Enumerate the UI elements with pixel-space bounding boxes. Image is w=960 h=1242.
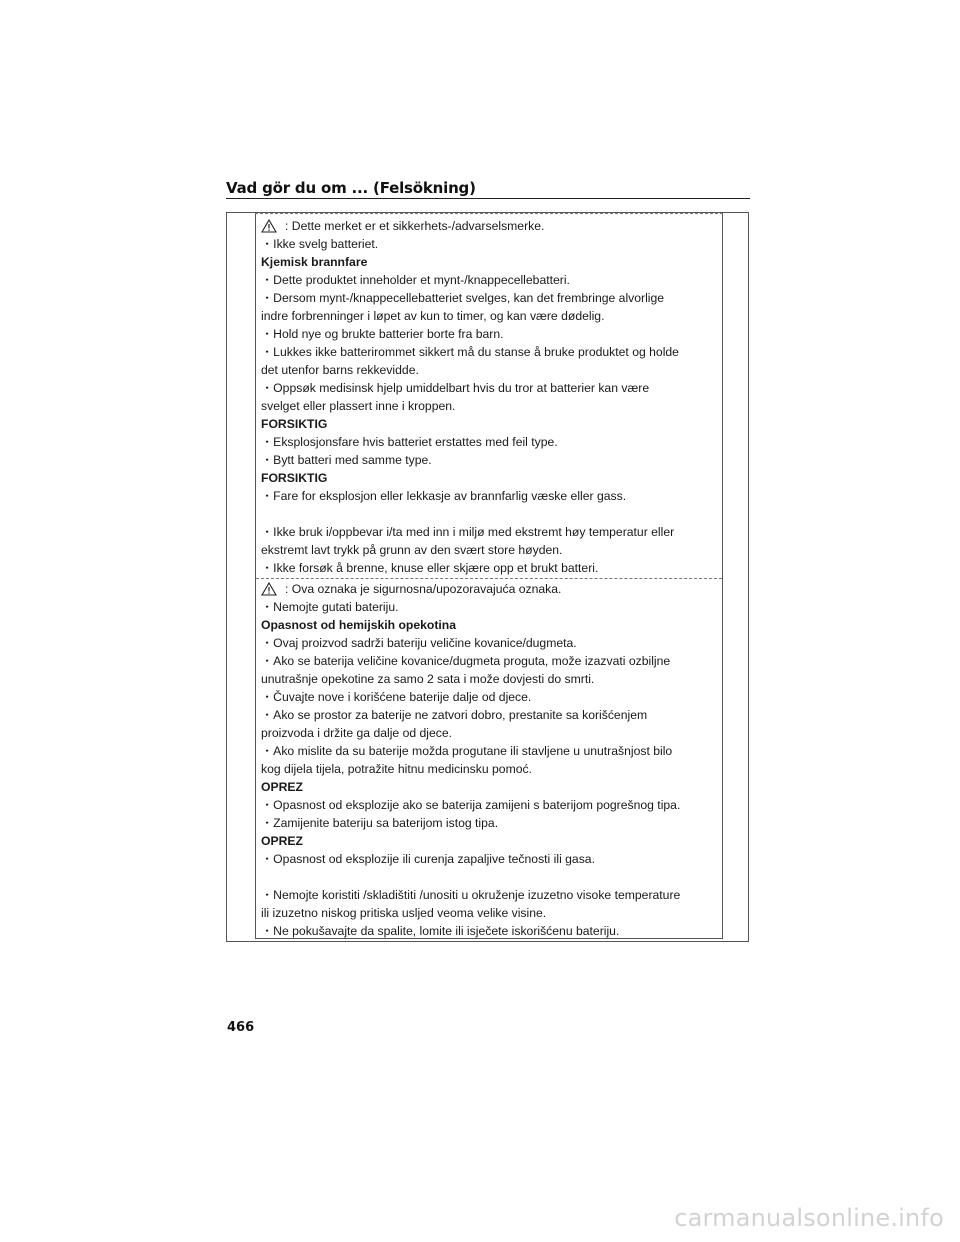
text-line: ・Opasnost od eksplozije ako se baterija zamijeni s baterijom pogrešnog tipa. [261, 798, 681, 812]
text-line: ・Lukkes ikke batterirommet sikkert må du stanse å bruke produktet og holde [261, 345, 679, 359]
text-line: ・Dersom mynt-/knappecellebatteriet svelges, kan det frembringe alvorlige [261, 291, 665, 305]
text-line: det utenfor barns rekkevidde. [261, 363, 419, 377]
text-line: ・Nemojte gutati bateriju. [261, 600, 399, 614]
header-divider [226, 198, 750, 199]
text-line: ・Ako se baterija veličine kovanice/dugmeta proguta, može izazvati ozbiljne [261, 654, 671, 668]
section-heading-line [261, 217, 722, 235]
text-line: ・Nemojte koristiti /skladištiti /unositi u okruženje izuzetno visoke temperature [261, 888, 681, 902]
text-line: ・Dette produktet inneholder et mynt-/knappecellebatteri. [261, 273, 570, 287]
text-line: ・Ikke svelg batteriet. [261, 237, 379, 251]
section-heading: Kjemisk brannfare [261, 255, 368, 269]
text-lines-croatian [261, 598, 722, 940]
warning-section-croatian [256, 578, 722, 940]
text-line: ・Fare for eksplosjon eller lekkasje av brannfarlig væske eller gass. [261, 489, 627, 503]
text-line: ・Oppsøk medisinsk hjelp umiddelbart hvis du tror at batterier kan være [261, 381, 650, 395]
text-line: ・Ne pokušavajte da spalite, lomite ili isječete iskorišćenu bateriju. [261, 924, 620, 938]
text-line: ・Bytt batteri med samme type. [261, 453, 432, 467]
text-line: ・Hold nye og brukte batterier borte fra barn. [261, 327, 504, 341]
section-heading: FORSIKTIG [261, 417, 328, 431]
text-line: kog dijela tijela, potražite hitnu medicinsku pomoć. [261, 762, 532, 776]
text-line: ・Eksplosjonsfare hvis batteriet erstattes med feil type. [261, 435, 558, 449]
section-heading-line [261, 580, 722, 598]
warning-triangle-icon [261, 219, 277, 233]
page-number: 466 [227, 1020, 255, 1035]
text-line: ・Ovaj proizvod sadrži bateriju veličine kovanice/dugmeta. [261, 636, 577, 650]
section-heading: FORSIKTIG [261, 471, 328, 485]
warning-section-norwegian [256, 217, 722, 577]
text-line: indre forbrenninger i løpet av kun to timer, og kan være dødelig. [261, 309, 605, 323]
watermark: carmanualsonline.info [674, 1204, 944, 1232]
text-line: ・Ako mislite da su baterije možda progutane ili stavljene u unutrašnjost bilo [261, 744, 673, 758]
text-line: ・Opasnost od eksplozije ili curenja zapaljive tečnosti ili gasa. [261, 852, 595, 866]
text-line: ekstremt lavt trykk på grunn av den svært store høyden. [261, 543, 563, 557]
text-lines-norwegian [261, 235, 722, 577]
text-line: ili izuzetno niskog pritiska usljed veoma velike visine. [261, 906, 547, 920]
section-heading: Opasnost od hemijskih opekotina [261, 618, 457, 632]
warning-triangle-icon [261, 582, 277, 596]
blank-line [261, 505, 722, 523]
text-line: svelget eller plassert inne i kroppen. [261, 399, 456, 413]
safety-mark-description: : Dette merket er et sikkerhets-/advarselsmerke. [285, 219, 545, 233]
text-line: ・Ikke forsøk å brenne, knuse eller skjære opp et brukt batteri. [261, 561, 599, 575]
text-line: ・Zamijenite bateriju sa baterijom istog tipa. [261, 816, 499, 830]
safety-mark-description: : Ova oznaka je sigurnosna/upozoravajuća oznaka. [285, 582, 562, 596]
text-line: ・Čuvajte nove i korišćene baterije dalje od djece. [261, 690, 532, 704]
text-line: proizvoda i držite ga dalje od djece. [261, 726, 453, 740]
page-header-title: Vad gör du om ... (Felsökning) [226, 179, 476, 197]
text-line: ・Ikke bruk i/oppbevar i/ta med inn i miljø med ekstremt høy temperatur eller [261, 525, 675, 539]
blank-line [261, 868, 722, 886]
text-line: ・Ako se prostor za baterije ne zatvori dobro, prestanite sa korišćenjem [261, 708, 648, 722]
text-line: unutrašnje opekotine za samo 2 sata i može dovjesti do smrti. [261, 672, 595, 686]
section-heading: OPREZ [261, 834, 303, 848]
section-heading: OPREZ [261, 780, 303, 794]
